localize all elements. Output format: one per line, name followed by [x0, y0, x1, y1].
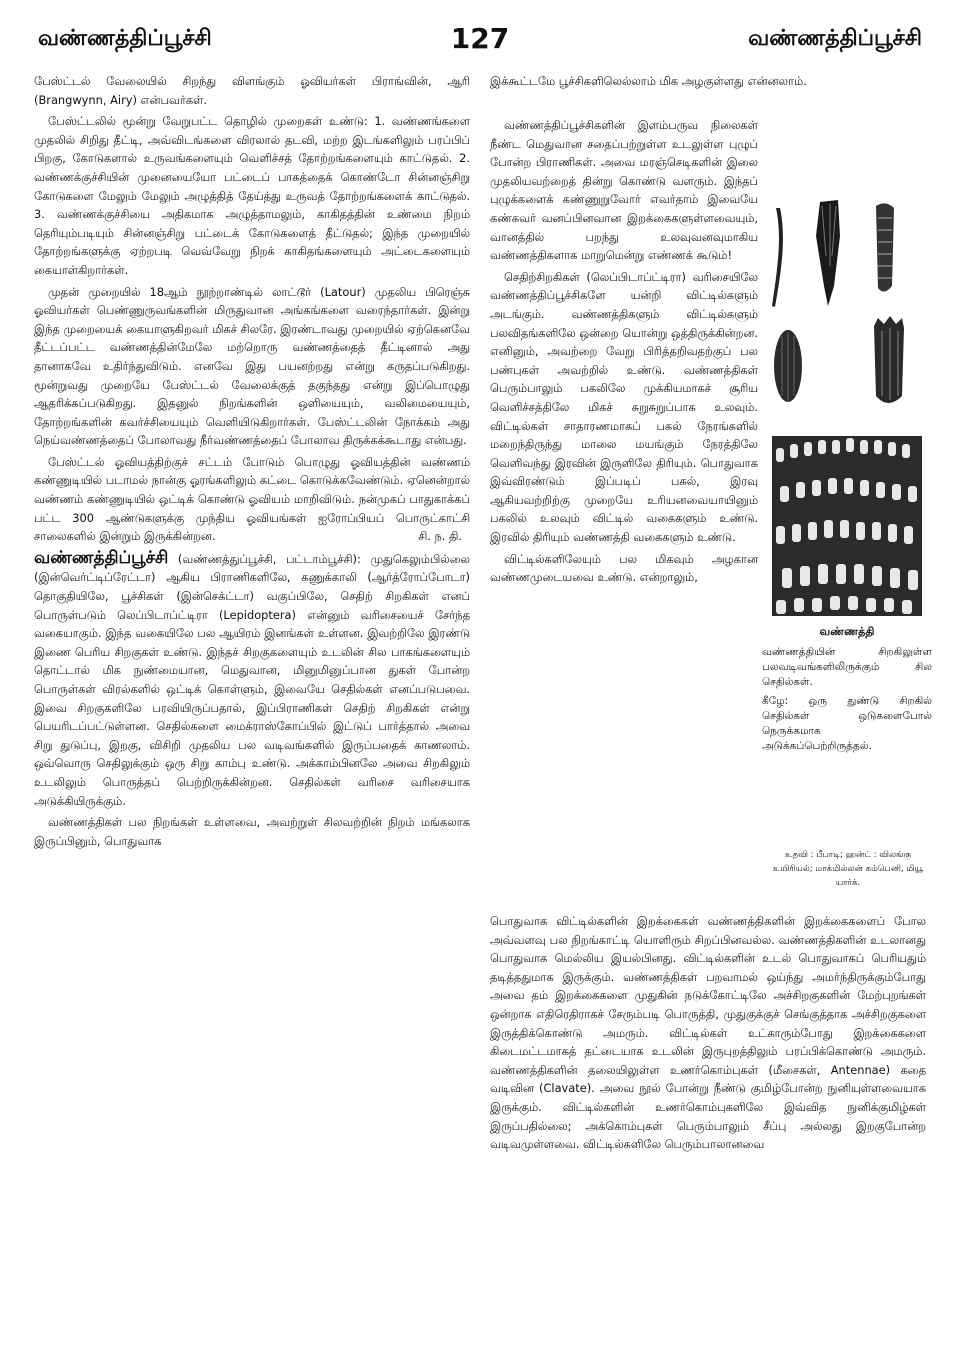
right-column-bottom [490, 912, 926, 1157]
page-header [38, 22, 922, 62]
paragraph: இக்கூட்டமே பூச்சிகளிலெல்லாம் மிக அழகுள்ளது என்னலாம். [490, 74, 807, 88]
caption-text: கீழே: ஒரு துண்டு சிறகில் செதில்கள் ஒடுகளைபோல் நெருக்கமாக அடுக்கப்பெற்றிருத்தல். [762, 695, 932, 752]
figure-title: வண்ணத்தி [819, 625, 875, 638]
right-column-narrow [490, 116, 758, 590]
scale-figure-toothed [874, 316, 904, 403]
figure-credit [766, 848, 930, 890]
entry-headword: வண்ணத்திப்பூச்சி [34, 547, 169, 568]
wing-scales-mosaic [772, 436, 922, 616]
caption-text: வண்ணத்தியின் சிறகிலுள்ள பலவடிவங்களிலிருக்கும் சில செதில்கள். [762, 646, 932, 688]
scale-figure-fan [816, 200, 840, 306]
page-number: 127 [450, 22, 510, 55]
running-head-left: வண்ணத்திப்பூச்சி [38, 26, 212, 51]
paragraph: பொதுவாக விட்டில்களின் இறக்கைகள் வண்ணத்திகளின் இறக்கைகளைப் போல அவ்வளவு பல நிறங்காட்டி யொளிரும் சிறப்பினவல்ல. வண்ணத்திகளின் உடலானது பொதுவாக மெல்லிய இயல்பினது. விட்டில்களின் உடல் பொதுவாகப் பெரியதும் தடித்ததுமாக இருக்கும். வண்ணத்திகள் பறவாமல் ஒய்ந்து அமர்ந்திருக்கும்போது அவை தம் இறக்கைகளை முதுகின் நடுக்கோட்டிலே அச்சிறகுகளின் மேற்புறங்கள் ஒன்றாக எதிரெதிராகச் சேரும்படி பொருத்தி, முதுகுக்குச் செங்குத்தாக அச்சிறகுகளை இருத்திக்கொண்டு அமரும். விட்டில்கள் உட்காரும்போது இறக்கைகளை கிடைமட்டமாகத் தட்டையாக உடலின் இருபுறத்திலும் பரப்பிக்கொண்டு அமரும். வண்ணத்திகளின் தலையிலுள்ள உணர்கொம்புகள் (மீசைகள், Antennae) கதை வடிவின (Clavate). அவை நூல் போன்று நீண்டு குமிழ்போன்ற நுனியுள்ளவையாக இருக்கும். விட்டில்களின் உணர்கொம்புகளிலே இவ்வித நுனிக்குமிழ்கள் இருப்பதில்லை; அக்கொம்புகள் பெரும்பாலும் சீப்பு அல்லது இறகுபோன்ற வடிவமுள்ளவை. விட்டில்களிலே பெரும்பாலானவை [490, 914, 926, 1152]
paragraph: முதன் முறையில் 18ஆம் நூற்றாண்டில் லாட்டூர் (Latour) முதலிய பிரெஞ்சு ஓவியர்கள் பெண்ணுருவங்களின் மிருதுவான அங்கங்களை வரைந்தார்கள். இன்று இந்த முறையைக் கையாளுகிறவர் மிகச் சிலரே. இரண்டாவது முறையில் ஏற்கெனவே தீட்டப்பட்ட வண்ணத்தின்மேலே மற்றொரு வண்ணத்தைத் தீட்டினால் அது தானாகவே உதிர்ந்துவிடும். எனவே இது பயனற்றது என்று கருதப்படுகிறது. மூன்றுவது முறையே பேஸ்ட்டல் வேலைக்குத் தகுந்தது என்று இப்பொழுது ஆதரிக்கப்படுகிறது. இதனுல் நிறங்களின் ஒளியையும், வலிமையையும், தோற்றங்களின் கவர்ச்சியையும் வெளியிடுகிறார்கள். பேஸ்ட்டலின் நோக்கம் அது நெய்வண்ணத்தைப் போலாவது நீர்வண்ணத்தைப் போலாவ திருக்கக்கூடாது என்பது. [34, 284, 470, 448]
figure-caption [762, 624, 932, 758]
running-head-right: வண்ணத்திப்பூச்சி [748, 26, 922, 51]
scale-illustrations [768, 196, 928, 626]
credit-label: உதவி : [785, 850, 814, 860]
credit-text: பீபாடி; ஹன்ட் : விலங்கு உயிரியல்; மாக்மில்லன் கம்பெனி, மியூ யார்க். [772, 850, 924, 888]
paragraph [34, 453, 470, 546]
paragraph: பேஸ்ட்டலில் மூன்று வேறுபட்ட தொழில் முறைகள் உண்டு: 1. வண்ணங்களை முதலில் சிறிது தீட்டி, அவ்விடங்களை விரலால் தடவி, மற்ற இடங்களிலும் பரப்பிப் பிறகு, கோடுகளால் உருவங்களையும் வெளிச்சத் தோற்றங்களையும் காட்டுதல். 2. வண்ணக்குச்சியின் முனையையோ பட்டைப் பாகத்தைக் கொண்டோ சின்னஞ்சிறு கோடுகளை மேலும் மேலும் அழுத்தித் தேய்த்து உருவத் தோற்றங்களைக் காட்டுதல். 3. வண்ணக்குச்சியை அதிகமாக அழுத்தாமலும், காகிதத்தின் உண்மை நிறம் தெரியும்படியும் சின்னஞ்சிறு பட்டைக் கோடுகளைத் தீட்டுதல்; இந்த முறையில் தோற்றங்களுக்கு ஏற்றபடி வெவ்வேறு நிறக் காகிதங்களையும் அட்டைகளையும் கையாள்கிறார்கள். [34, 114, 470, 277]
scale-figure-oval [774, 330, 802, 402]
paragraph-text: பேஸ்ட்டல் ஓவியத்திற்குச் சட்டம் போடும் பொழுது ஓவியத்தின் வண்ணம் கண்ணுடியில் படாமல் நான்கு ஓரங்களிலும் கட்டை கொடுக்கவேண்டும். ஏனென்றால் வண்ணம் கண்ணுடியில் ஒட்டிக் கொண்டு ஓவியம் மாறிவிடும். நன்முகப் பாதுகாக்கப் பட்ட 300 ஆண்டுகளுக்கு முந்திய ஓவியங்கள் ஐரோப்பியப் பொருட்காட்சி சாலைகளில் இன்றும் இருக்கின்றன. [34, 454, 470, 544]
paragraph: பேஸ்ட்டல் வேலையில் சிறந்து விளங்கும் ஓவியர்கள் பிராங்வின், ஆரி (Brangwynn, Airy) என்பவர்கள். [34, 74, 470, 107]
left-column [34, 72, 470, 853]
scale-figure-curved [772, 208, 783, 307]
entry-text: (வண்ணத்துப்பூச்சி, பட்டாம்பூச்சி): முதுகெலும்பில்லை (இன்வெர்ட்டிப்ரேட்டா) ஆகிய பிராணிகளிலே, கணுக்காலி (ஆர்த்ரோப்போடா) தொகுதியிலே, பூச்சிகள் (இன்செக்ட்டா) வகுப்பிலே, செதிற் சிறகிகள் எனப் பொருள்படும் லெப்பிடாப்ட்டிரா (Lepidoptera) என்னும் வரிசையைச் சேர்ந்த வகையாகும். இந்த வகையிலே பல ஆயிரம் இனங்கள் உள்ளன. இவற்றிலே இரண்டு இணை பெரிய சிறகுகள் உண்டு. இந்தச் சிறகுகளையும் உடலின் சில பாகங்களையும் தொட்டால் மிக நுண்மையான, மெதுவான, மினுமினுப்பான துகள் போன்ற பொருள்கள் விரல்களில் ஒட்டிக் கொள்ளும், இவையே செதில்கள் எனப்படுபவை. இவை சிறகுகளிலே பரவியிருப்பதால், இப்பிராணிகள் செதிற் சிறகிகள் என்று பெயரிடப்பட்டுள்ளன. செதில்களை மைக்ராஸ்கோப்பில் இட்டுப் பார்த்தால் அவை சிறு துடுப்பு, இறகு, விசிறி முதலிய பல வடிவங்களில் இருப்பதைக் காணலாம். ஒவ்வொரு செதிலுக்கும் ஒரு சிறு காம்பு உண்டு. அக்காம்பினலே அவை சிறகிலும் உடலிலும் பொருத்தப் பெற்றிருக்கின்றன. செதில்கள் வரிசை வரிசையாக அடுக்கியிருக்கும். [34, 551, 470, 808]
paragraph: வண்ணத்திப்பூச்சிகளின் இளம்பருவ நிலைகள் நீண்ட மெதுவான சதைப்பற்றுள்ள உடலுள்ள புழுப் போன்ற பிராணிகள். அவை மரஞ்செடிகளின் இலை முதலியவற்றைத் தின்று கொண்டு வளரும். இந்தப் புழுக்களைக் கண்ணுறுவோர் எவர்தாம் இவையே கண்கவர் வனப்பினவான இறக்கைகளுள்ளவையும், வானத்தில் பறந்து உலவுவனவுமாகிய வண்ணத்திகளாக மாறுமென்று எண்ணக் கூடும்! [490, 118, 758, 263]
paragraph: செதிற்சிறகிகள் (லெப்பிடாப்ட்டிரா) வரிசையிலே வண்ணத்திப்பூச்சிகளே யன்றி விட்டில்களும் அடங்கும். வண்ணத்திகளும் விட்டில்களும் பலவிதங்களிலே ஒன்றை யொன்று ஒத்திருக்கின்றன. எனினும், அவற்றை வேறு பிரித்தறிவதற்குப் பல பண்புகள் அவற்றில் உண்டு. வண்ணத்திகள் பெரும்பாலும் பகலிலே முக்கியமாகச் சூரிய வெளிச்சத்திலே மிகச் சுறுசுறுப்பாக உலவும். விட்டில்கள் சாதாரணமாகப் பகல் நேரங்களில் மறைந்திருந்து மாலை மயங்கும் நேரத்திலே வெளிவந்து இரவின் இருளிலே திரியும். பொதுவாக இவ்விரண்டும் இப்படிப் பகல், இரவு ஆகியவற்றிற்கு முறையே உரியனவையாயினும் பகலில் உலவும் விட்டில் வகைகளும் உண்டு. இரவில் திரியும் வண்ணத்தி வகைகளும் உண்டு. [490, 269, 758, 545]
entry-paragraph [34, 549, 470, 810]
author-signature: சி. ந. தி. [418, 529, 462, 544]
scale-figure-striped [876, 203, 894, 291]
paragraph: வண்ணத்திகள் பல நிறங்கள் உள்ளவை, அவற்றுள் சிலவற்றின் நிறம் மங்கலாக இருப்பினும், பொதுவாக [34, 815, 470, 848]
paragraph: விட்டில்களிலேயும் பல மிகவும் அழகான வண்ணமுடையவை உண்டு. என்றாலும், [490, 551, 758, 585]
